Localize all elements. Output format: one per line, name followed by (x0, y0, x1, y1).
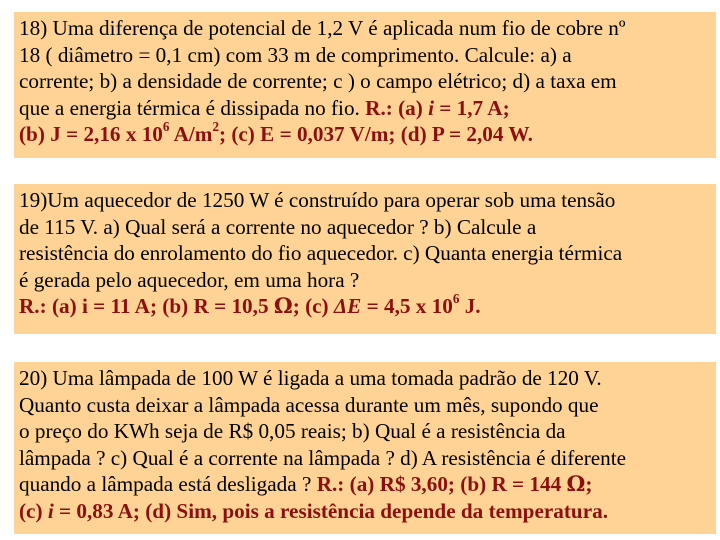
answer-a-value: = 1,7 A; (433, 95, 510, 120)
answer-c-d: = 0,83 A; (d) Sim, pois a resistência depende da temperatura. (53, 498, 609, 523)
answer-a-b: R.: (a) R$ 3,60; (b) R = 144 (316, 472, 567, 497)
problem-18-answers (19, 121, 716, 148)
answer-symbol-i: i (47, 498, 54, 523)
problem-18-line-1: 18) Uma diferença de potencial de 1,2 V é aplicada num fio de cobre nº (19, 16, 626, 40)
problem-19-answers (19, 293, 716, 320)
problem-18-line-4 (19, 95, 716, 122)
problem-19-line-3: resistência do enrolamento do fio aquecedor. c) Quanta energia térmica (19, 241, 623, 266)
omega-symbol: Ω (566, 471, 586, 497)
answer-b-start: (b) J = 2,16 x 10 (19, 122, 163, 147)
problem-19-line-2: de 115 V. a) Qual será a corrente no aquecedor ? b) Calcule a (19, 214, 537, 239)
problem-20-line-4: lâmpada ? c) Qual é a corrente na lâmpada ? d) A resistência é diferente (19, 445, 627, 470)
answer-c-unit: J. (459, 294, 481, 319)
problem-20-text-end: quando a lâmpada está desligada ? (19, 472, 317, 497)
problem-20-answers (19, 498, 716, 525)
problem-20-line-2: Quanto custa deixar a lâmpada acessa durante um mês, supondo que (19, 392, 599, 417)
answer-c-label: ; (c) (292, 294, 334, 319)
answer-semicolon: ; (585, 472, 593, 497)
answer-symbol-i: i (428, 95, 434, 120)
problem-19-line-4: é gerada pelo aquecedor, em uma hora ? (19, 267, 360, 292)
delta-e-symbol: ΔE (333, 294, 362, 319)
answer-a-b: R.: (a) i = 11 A; (b) R = 10,5 (19, 294, 274, 319)
exponent-6: 6 (162, 119, 170, 135)
problem-18-line-3: corrente; b) a densidade de corrente; c ) o campo elétrico; d) a taxa em (19, 69, 617, 94)
problem-20-line-1: 20) Uma lâmpada de 100 W é ligada a uma tomada padrão de 120 V. (19, 366, 602, 390)
omega-symbol: Ω (273, 293, 293, 319)
answer-c-d: ; (c) E = 0,037 V/m; (d) P = 2,04 W. (219, 122, 533, 147)
exponent-6: 6 (452, 291, 460, 307)
answer-c-label: (c) (19, 498, 48, 523)
problem-20-line-5 (19, 471, 716, 498)
problem-18-line-2: 18 ( diâmetro = 0,1 cm) com 33 m de comprimento. Calcule: a) a (19, 42, 572, 67)
problem-19 (14, 184, 716, 334)
answer-label: R.: (a) (365, 95, 429, 120)
problem-20 (14, 362, 716, 534)
answer-c-value: = 4,5 x 10 (361, 294, 453, 319)
problem-19-line-1: 19)Um aquecedor de 1250 W é construído para operar sob uma tensão (19, 188, 616, 212)
problem-18 (14, 12, 716, 158)
problem-18-text-end: que a energia térmica é dissipada no fio. (19, 95, 366, 120)
answer-b-unit: A/m (169, 122, 213, 147)
exponent-2: 2 (212, 119, 219, 135)
problem-20-line-3: o preço do KWh seja de R$ 0,05 reais; b) Qual é a resistência da (19, 419, 566, 444)
